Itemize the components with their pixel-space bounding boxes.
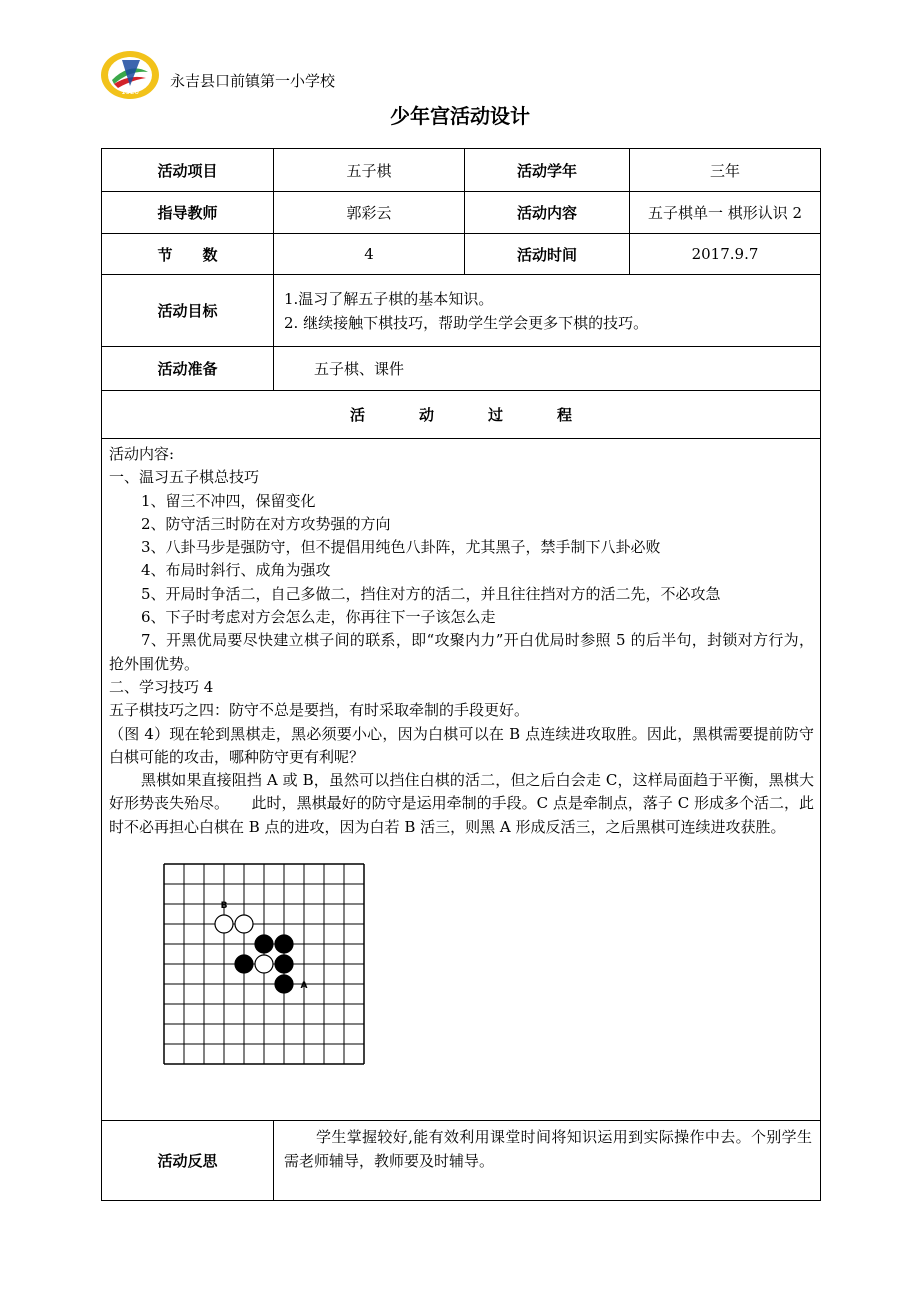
- teacher-label: 指导教师: [102, 192, 274, 234]
- board-figure: [109, 839, 814, 1079]
- goal-item: 1.温习了解五子棋的基本知识。: [284, 289, 494, 308]
- prep-label: 活动准备: [102, 347, 274, 391]
- white-stone: [215, 915, 233, 933]
- content-intro: 活动内容:: [109, 445, 175, 463]
- goal-item: 2. 继续接触下棋技巧，帮助学生学会更多下棋的技巧。: [284, 313, 649, 332]
- tip-item: 4、布局时斜行、成角为强攻: [141, 561, 331, 580]
- tip-item: 5、开局时争活二，自己多做二，挡住对方的活二，并且往往挡对方的活二先，不必攻急: [141, 584, 721, 603]
- year-label: 活动学年: [465, 149, 630, 192]
- time-value: 2017.9.7: [630, 234, 821, 275]
- process-heading-char: 过: [488, 406, 504, 424]
- process-heading-char: 活: [349, 406, 365, 424]
- part1-title: 一、温习五子棋总技巧: [109, 468, 260, 487]
- label-b: B: [220, 901, 228, 912]
- year-value: 三年: [630, 149, 821, 192]
- time-label: 活动时间: [465, 234, 630, 275]
- prep-value: 五子棋、课件: [274, 347, 821, 391]
- black-stone: [255, 935, 273, 953]
- section-value: 4: [274, 234, 465, 275]
- logo-text: 1920: [121, 88, 139, 96]
- reflection-label: 活动反思: [102, 1121, 274, 1201]
- process-heading-char: 程: [557, 406, 573, 424]
- paragraph-1: （图 4）现在轮到黑棋走，黑必须要小心，因为白棋可以在 B 点连续进攻取胜。因此，黑棋需要提前防守白棋可能的攻击，哪种防守更有利呢？: [109, 724, 814, 766]
- process-heading-char: 动: [418, 406, 434, 424]
- content-value: 五子棋单一 棋形认识 2: [630, 192, 821, 234]
- tip-item: 3、八卦马步是强防守，但不提倡用纯色八卦阵，尤其黑子，禁手制下八卦必败: [141, 538, 661, 557]
- school-name: 永吉县口前镇第一小学校: [170, 72, 336, 90]
- activity-table: [101, 148, 821, 1201]
- part2-title: 二、学习技巧 4: [109, 677, 214, 696]
- goal-list: [274, 275, 821, 347]
- page-title: 少年宫活动设计: [390, 104, 530, 128]
- paragraph-2: 黑棋如果直接阻挡 A 或 B，虽然可以挡住白棋的活二，但之后白会走 C，这样局面趋于平衡，黑棋大好形势丧失殆尽。 此时，黑棋最好的防守是运用牵制的手段。C 点是牵制点，落子 C 形成多个活二，此时不必再担心白棋在 B 点的进攻，因为白若 B 活三，则黑 A 形成反活三，之后黑棋可连续进攻获胜。: [109, 771, 814, 836]
- black-stone: [235, 955, 253, 973]
- tip-item: 2、防守活三时防在对方攻势强的方向: [141, 514, 391, 533]
- goal-label: 活动目标: [102, 275, 274, 347]
- tip4-text: 五子棋技巧之四：防守不总是要挡，有时采取牵制的手段更好。: [109, 701, 530, 720]
- tip-item: 6、下子时考虑对方会怎么走，你再往下一子该怎么走: [141, 608, 496, 627]
- reflection-text: 学生掌握较好,能有效利用课堂时间将知识运用到实际操作中去。个别学生需老师辅导，教师要及时辅导。: [274, 1121, 821, 1201]
- school-logo-icon: [100, 50, 160, 100]
- black-stone: [275, 935, 293, 953]
- teacher-value: 郭彩云: [274, 192, 465, 234]
- black-stone: [275, 955, 293, 973]
- label-a: A: [300, 981, 308, 992]
- gomoku-board: [159, 859, 369, 1069]
- black-stone: [275, 975, 293, 993]
- header: [100, 46, 800, 102]
- project-value: 五子棋: [274, 149, 465, 192]
- white-stone: [255, 955, 273, 973]
- process-content: [102, 439, 821, 1121]
- section-label: 节 数: [102, 234, 274, 275]
- content-label: 活动内容: [465, 192, 630, 234]
- tip-item: 1、留三不冲四，保留变化: [141, 491, 316, 510]
- process-heading: [102, 391, 821, 439]
- tip-item: 7、开黑优局要尽快建立棋子间的联系，即“攻聚内力”开白优局时参照 5 的后半句，封锁对方行为，抢外围优势。: [109, 631, 814, 673]
- project-label: 活动项目: [102, 149, 274, 192]
- white-stone: [235, 915, 253, 933]
